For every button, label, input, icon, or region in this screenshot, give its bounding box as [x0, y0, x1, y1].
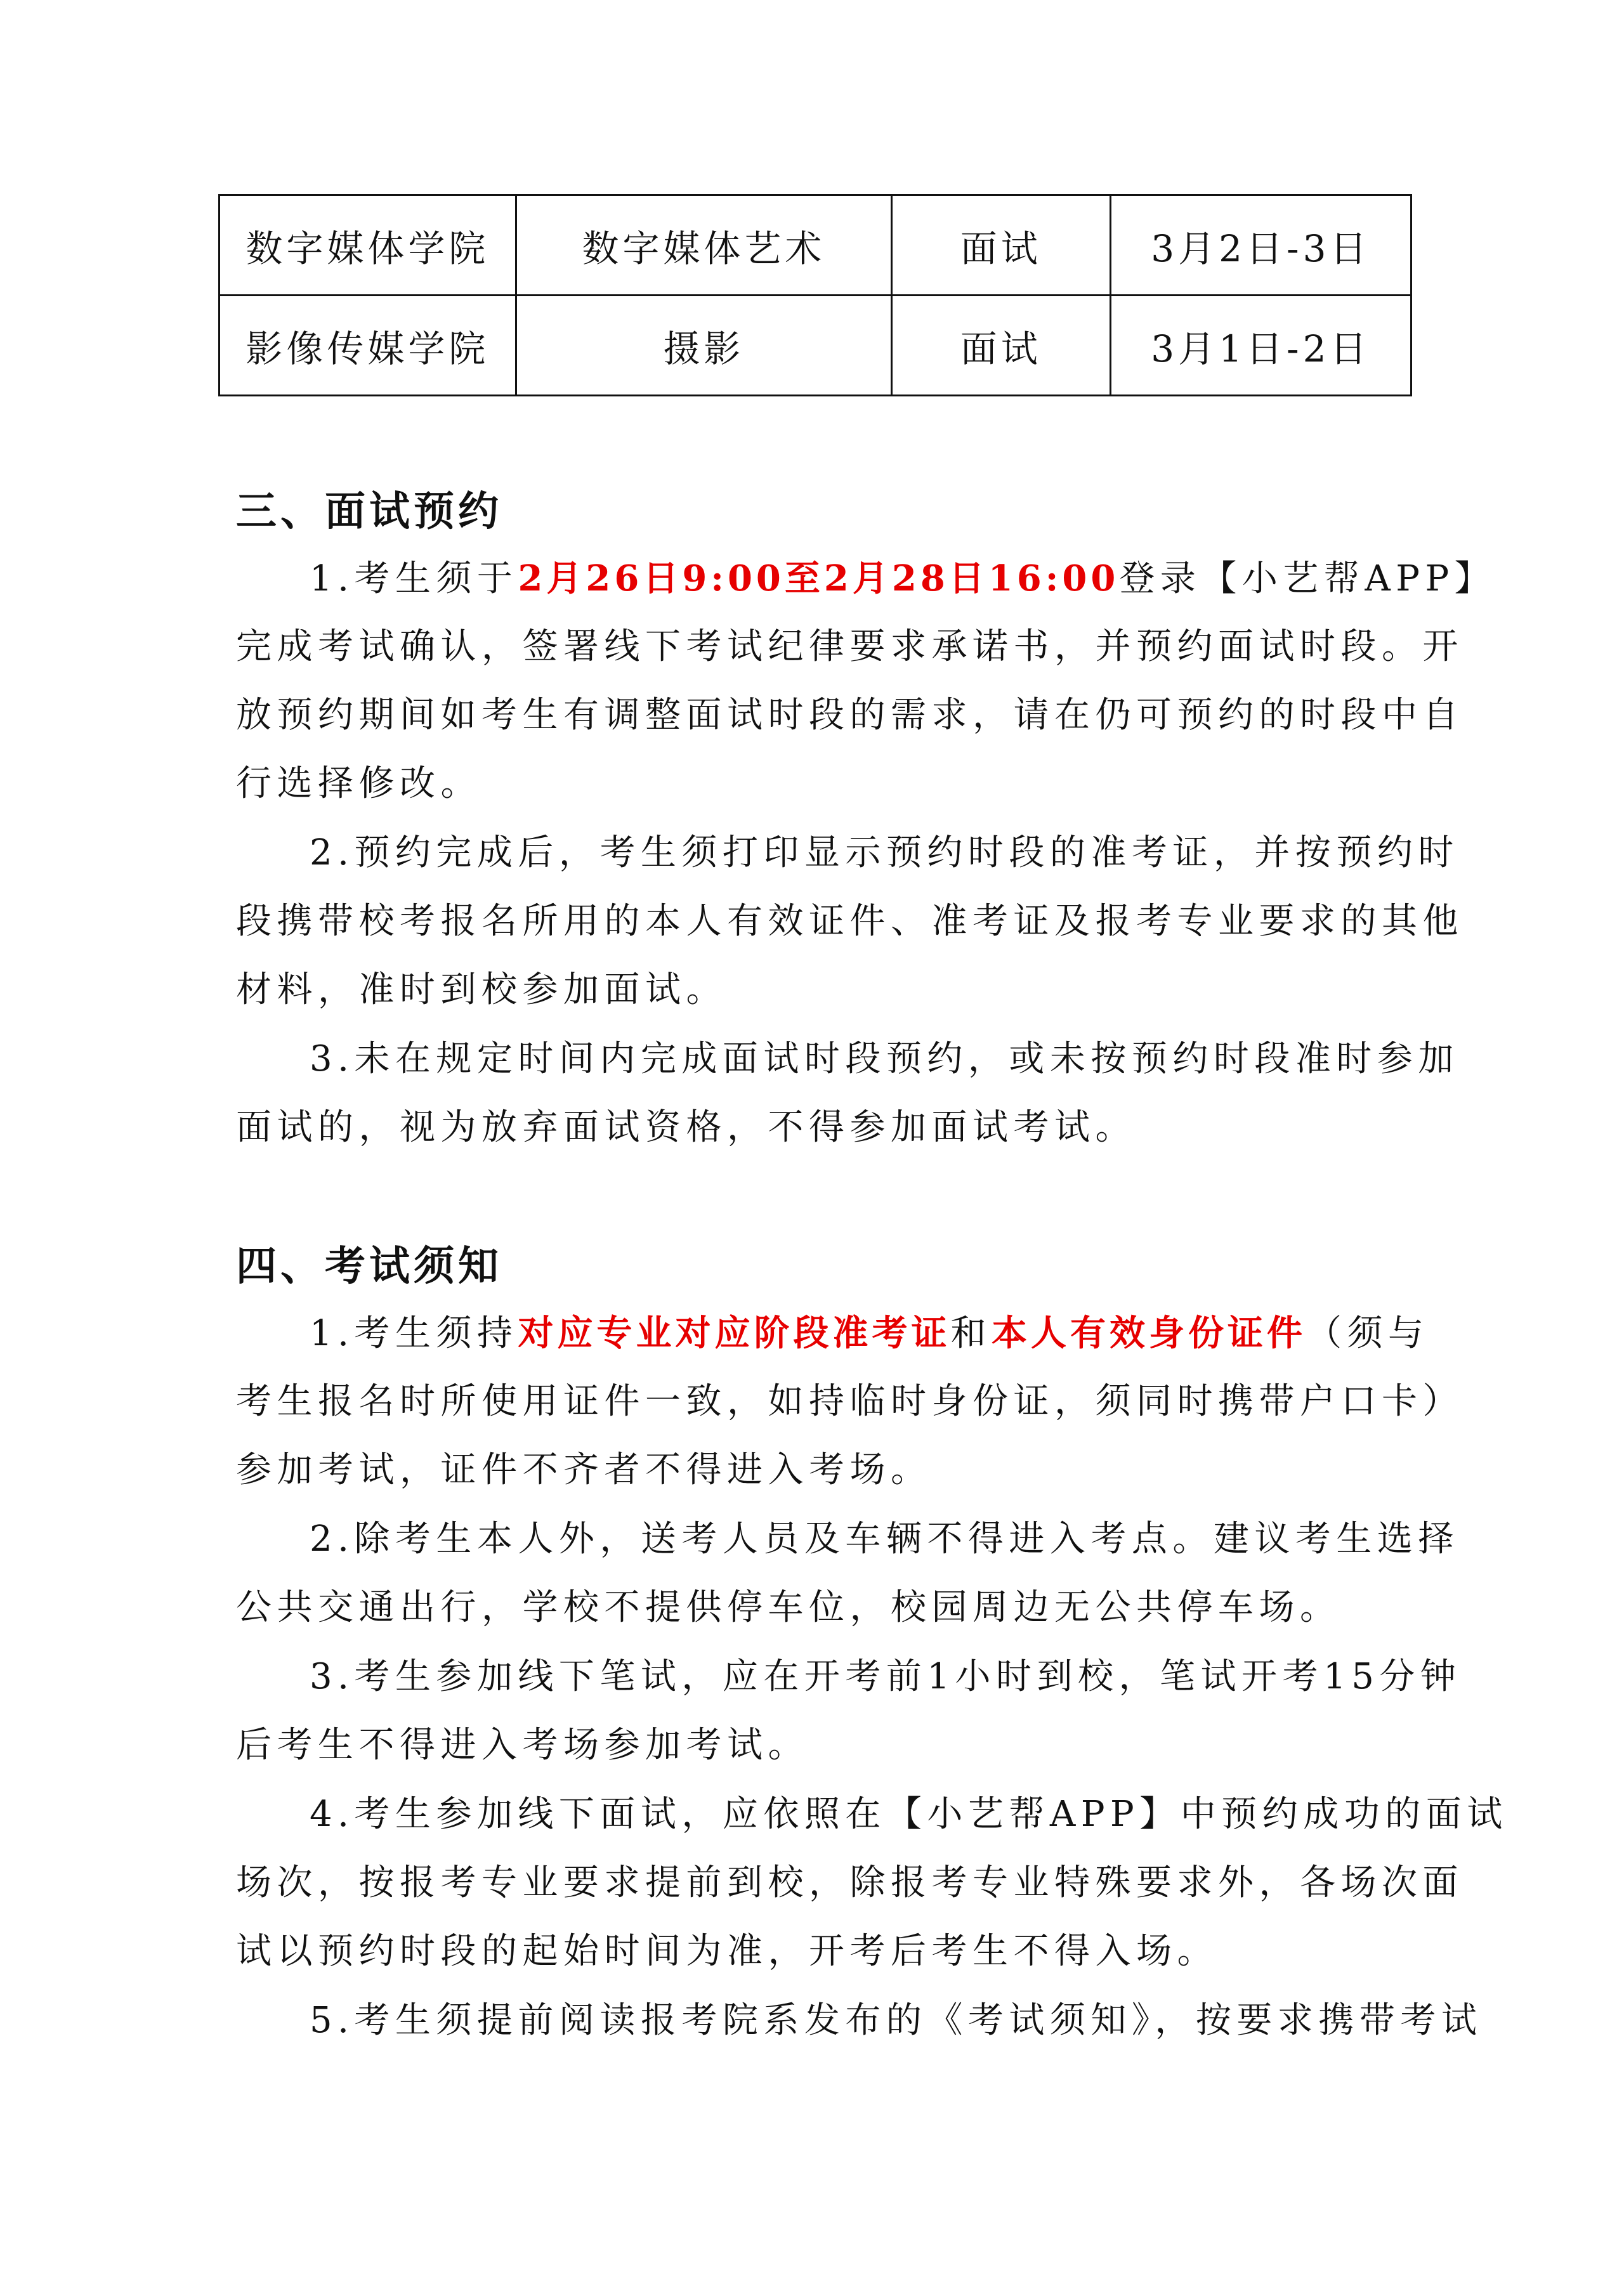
paragraph-line: 考生报名时所使用证件一致，如持临时身份证，须同时携带户口卡） [236, 1381, 1464, 1422]
major-cell: 摄影 [516, 296, 891, 396]
exam-schedule-table [218, 194, 1412, 396]
paragraph-line: 面试的，视为放弃面试资格，不得参加面试考试。 [236, 1107, 1136, 1148]
paragraph-line [310, 1308, 1429, 1359]
paragraph-line: 4.考生参加线下面试，应依照在【小艺帮APP】中预约成功的面试 [310, 1794, 1508, 1835]
text-span: （须与 [1306, 1313, 1429, 1354]
college-cell: 数字媒体学院 [219, 195, 516, 296]
text-span: 1.考生须于 [310, 558, 518, 599]
paragraph-line [310, 553, 1496, 604]
paragraph-line: 场次，按报考专业要求提前到校，除报考专业特殊要求外，各场次面 [236, 1862, 1464, 1903]
paragraph-line: 2.预约完成后，考生须打印显示预约时段的准考证，并按预约时 [310, 832, 1459, 873]
exam-date-cell: 3月1日-2日 [1110, 296, 1411, 396]
paragraph-line: 2.除考生本人外，送考人员及车辆不得进入考点。建议考生选择 [310, 1518, 1459, 1560]
paragraph-line: 放预约期间如考生有调整面试时段的需求，请在仍可预约的时段中自 [236, 695, 1464, 736]
exam-type-cell: 面试 [891, 195, 1110, 296]
text-span: 1.考生须持 [310, 1313, 518, 1354]
admission-ticket-highlight: 对应专业对应阶段准考证 [518, 1312, 951, 1354]
paragraph-line: 5.考生须提前阅读报考院系发布的《考试须知》，按要求携带考试 [310, 2000, 1483, 2041]
exam-type-cell: 面试 [891, 296, 1110, 396]
paragraph-line: 3.考生参加线下笔试，应在开考前1小时到校，笔试开考15分钟 [310, 1656, 1462, 1697]
paragraph-line: 完成考试确认，签署线下考试纪律要求承诺书，并预约面试时段。开 [236, 626, 1464, 667]
paragraph-line: 试以预约时段的起始时间为准，开考后考生不得入场。 [236, 1931, 1218, 1972]
paragraph-line: 公共交通出行，学校不提供停车位，校园周边无公共停车场。 [236, 1587, 1341, 1628]
paragraph-line: 段携带校考报名所用的本人有效证件、准考证及报考专业要求的其他 [236, 901, 1464, 942]
table-row [219, 195, 1411, 296]
major-cell: 数字媒体艺术 [516, 195, 891, 296]
section-heading-interview-booking: 三、面试预约 [236, 488, 502, 535]
paragraph-line: 行选择修改。 [236, 763, 481, 804]
paragraph-line: 3.未在规定时间内完成面试时段预约，或未按预约时段准时参加 [310, 1038, 1459, 1080]
college-cell: 影像传媒学院 [219, 296, 516, 396]
paragraph-line: 后考生不得进入考场参加考试。 [236, 1725, 809, 1766]
section-heading-exam-notice: 四、考试须知 [236, 1243, 502, 1290]
paragraph-line: 参加考试，证件不齐者不得进入考场。 [236, 1449, 932, 1490]
id-document-highlight: 本人有效身份证件 [991, 1312, 1306, 1354]
text-span: 登录【小艺帮APP】 [1119, 558, 1496, 599]
exam-date-cell: 3月2日-3日 [1110, 195, 1411, 296]
text-span: 和 [950, 1313, 992, 1354]
table-row [219, 296, 1411, 396]
booking-period-highlight: 2月26日9:00至2月28日16:00 [518, 558, 1120, 599]
paragraph-line: 材料，准时到校参加面试。 [236, 969, 727, 1010]
